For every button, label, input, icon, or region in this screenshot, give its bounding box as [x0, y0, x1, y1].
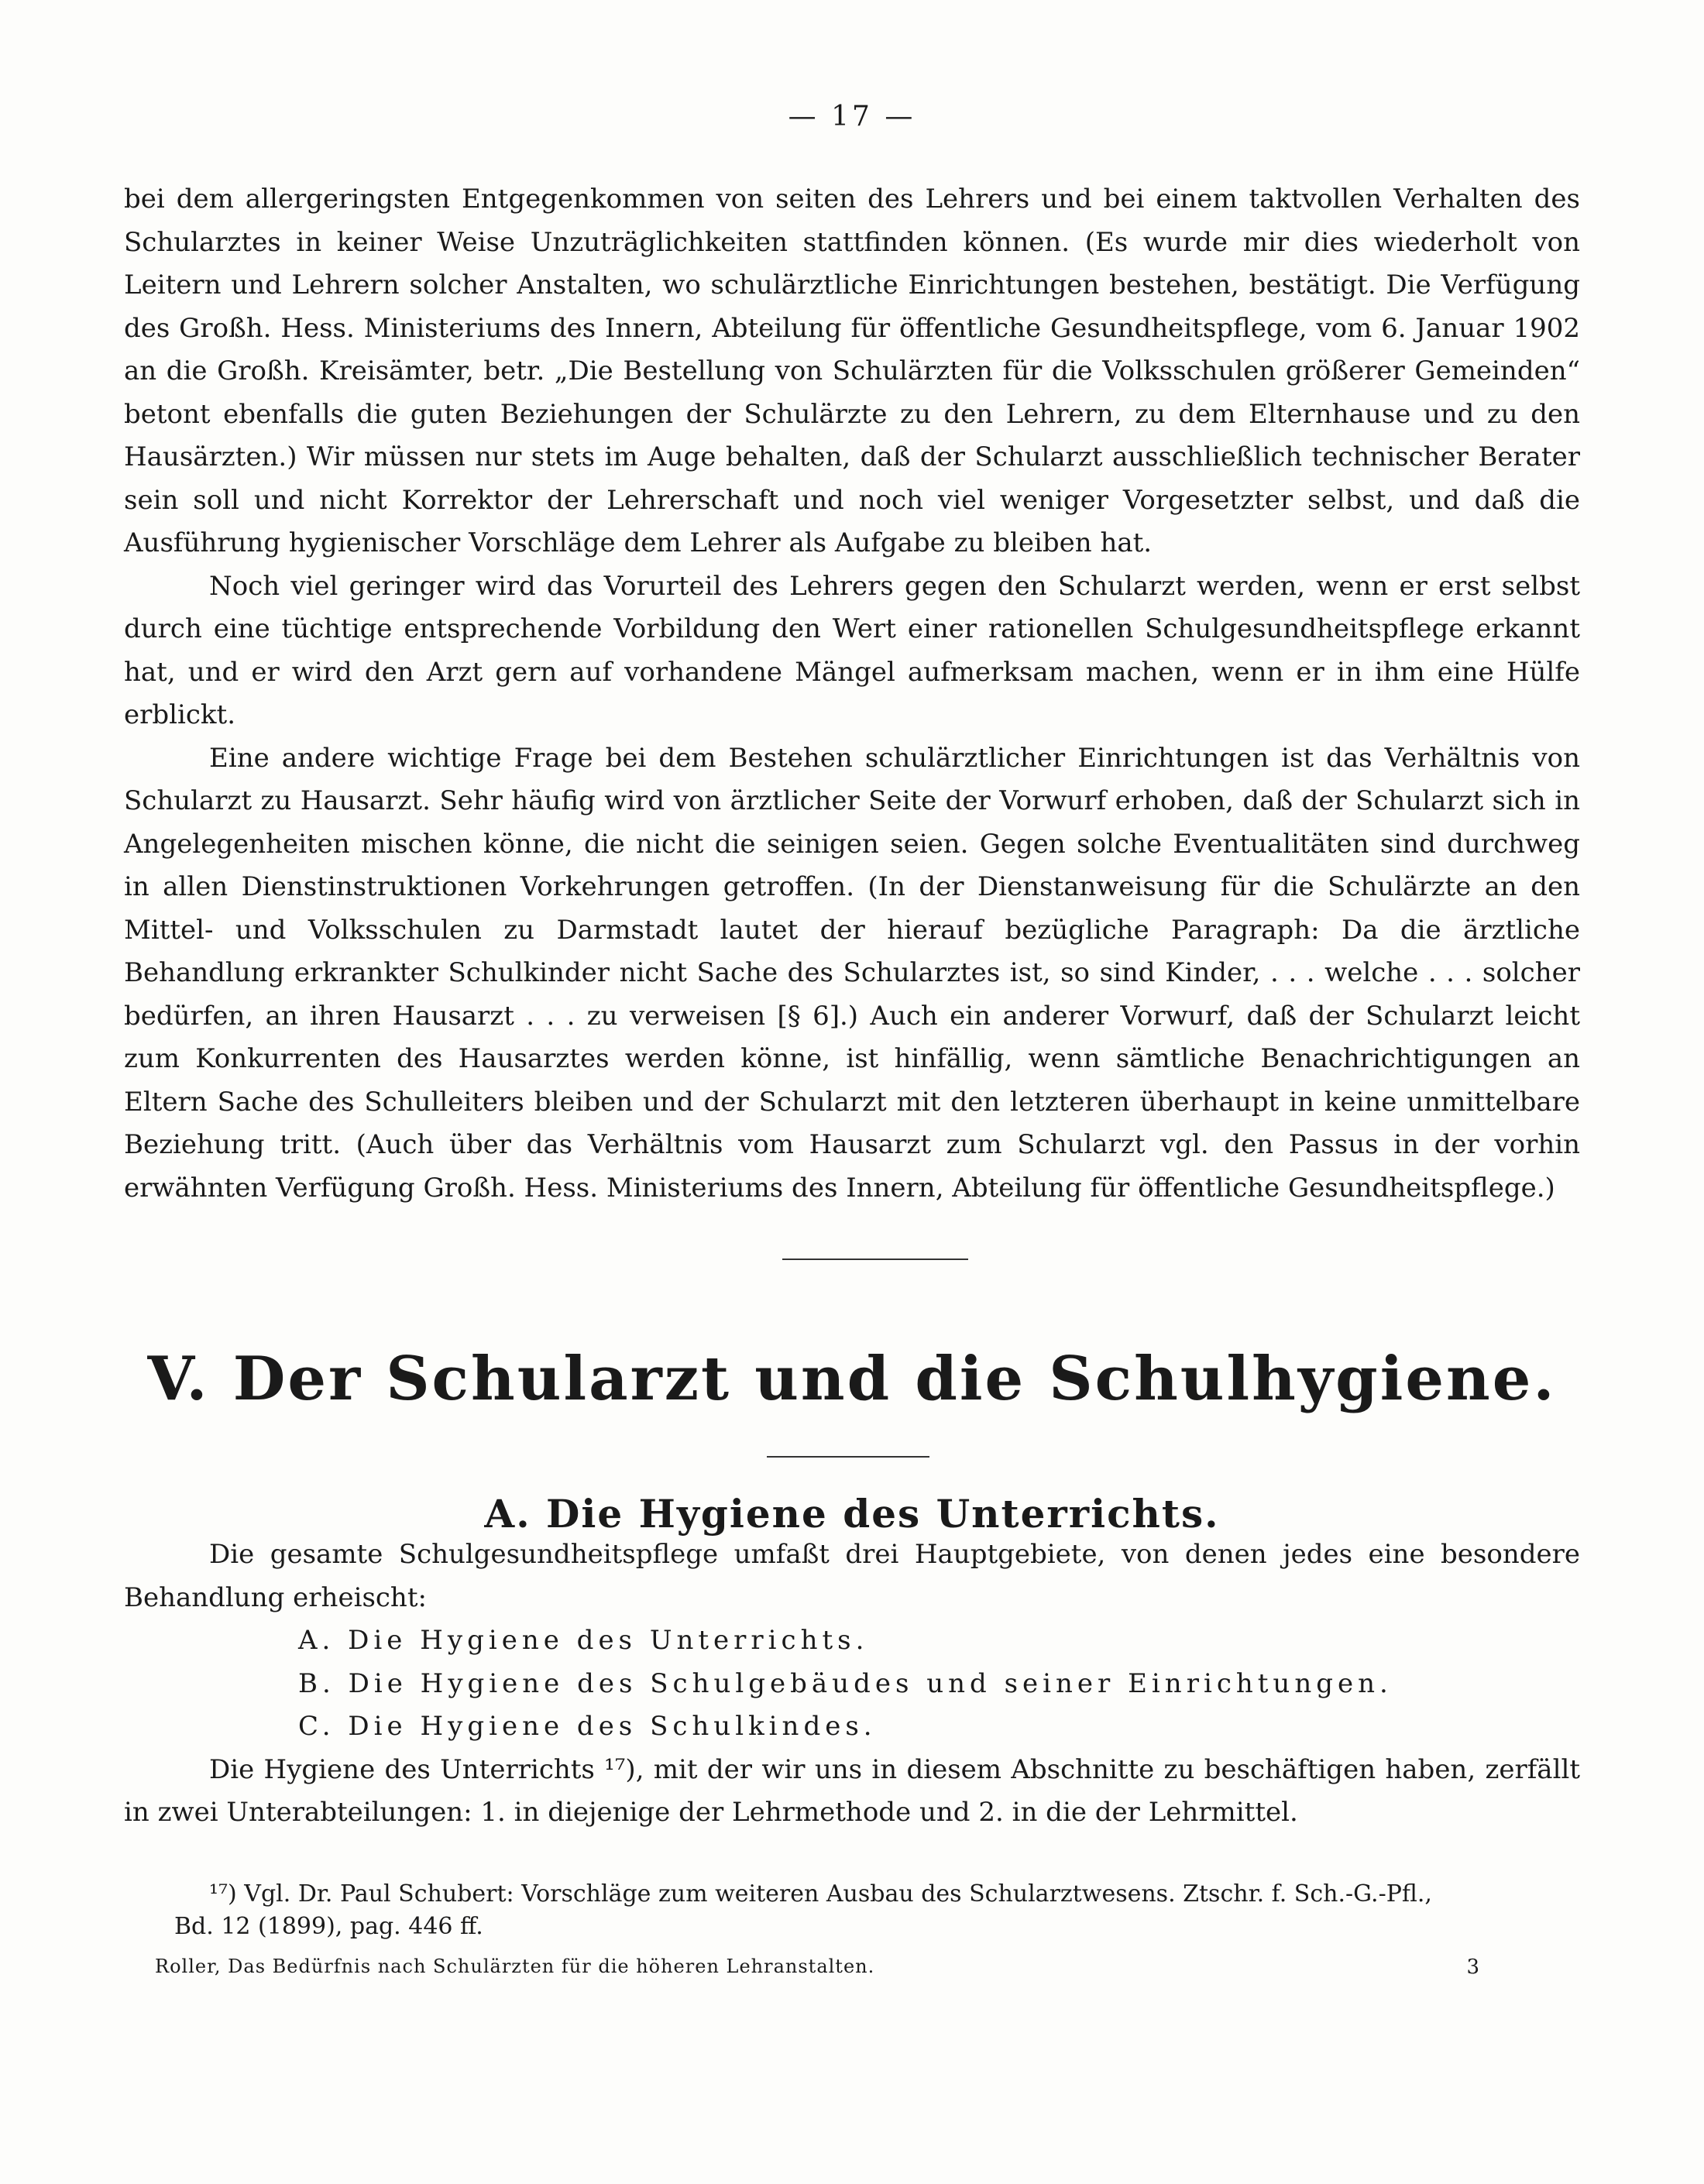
signature-line: Roller, Das Bedürfnis nach Schulärzten für die höheren Lehranstalten.: [155, 1956, 875, 1977]
paragraph-3: Eine andere wichtige Frage bei dem Bestehen schulärztlicher Einrichtungen ist das Verhältnis von Schularzt zu Hausarzt. Sehr häufig wird von ärztlicher Seite der Vorwurf erhoben, daß der Schularzt sich in Angelegenheiten mischen könne, die nicht die seinigen seien. Gegen solche Eventualitäten sind durchweg in allen Dienstinstruktionen Vorkehrungen getroffen. (In der Dienstanweisung für die Schulärzte an den Mittel- und Volksschulen zu Darmstadt lautet der hierauf bezügliche Paragraph: Da die ärztliche Behandlung erkrankter Schulkinder nicht Sache des Schularztes ist, so sind Kinder, . . . welche . . . solcher bedürfen, an ihren Hausarzt . . . zu verweisen [§ 6].) Auch ein anderer Vorwurf, daß der Schularzt leicht zum Konkurrenten des Hausarztes werden könne, ist hinfällig, wenn sämtliche Benachrichtigungen an Eltern Sache des Schulleiters bleiben und der Schularzt mit den letzteren überhaupt in keine unmittelbare Beziehung tritt. (Auch über das Verhältnis vom Hausarzt zum Schularzt vgl. den Passus in der vorhin erwähnten Verfügung Großh. Hess. Ministeriums des Innern, Abteilung für öffentliche Gesundheitspflege.): [124, 742, 1580, 1204]
closing-paragraph: Die Hygiene des Unterrichts ¹⁷), mit der wir uns in diesem Abschnitte zu beschäftigen haben, zerfällt in zwei Unterabteilungen: 1. in diejenige der Lehrmethode und 2. in die der Lehrmittel.: [124, 1753, 1580, 1828]
section-divider: [782, 1259, 968, 1260]
body-text-lower: [124, 1533, 1580, 1835]
paragraph-2: Noch viel geringer wird das Vorurteil des Lehrers gegen den Schularzt werden, wenn er erst selbst durch eine tüchtige entsprechende Vorbildung den Wert einer rationellen Schulgesundheitspflege erkannt hat, und er wird den Arzt gern auf vorhandene Mängel aufmerksam machen, wenn er in ihm eine Hülfe erblickt.: [124, 570, 1580, 730]
footnote-line-1: ¹⁷) Vgl. Dr. Paul Schubert: Vorschläge zum weiteren Ausbau des Schularztwesens. Ztschr. f. Sch.-G.-Pfl.,: [209, 1880, 1432, 1908]
subsection-heading: A. Die Hygiene des Unterrichts.: [484, 1491, 1220, 1537]
body-text-upper: [124, 178, 1580, 1210]
heading-divider: [767, 1456, 929, 1458]
list-item: A. Die Hygiene des Unterrichts.: [298, 1625, 869, 1656]
section-heading: V. Der Schularzt und die Schulhygiene.: [147, 1344, 1557, 1414]
sheet-number: 3: [1466, 1956, 1479, 1979]
topic-list: [124, 1619, 1580, 1749]
intro-paragraph: Die gesamte Schulgesundheitspflege umfaßt drei Hauptgebiete, von denen jedes eine besondere Behandlung erheischt:: [124, 1539, 1580, 1613]
list-item: B. Die Hygiene des Schulgebäudes und seiner Einrichtungen.: [298, 1667, 1393, 1699]
list-item: C. Die Hygiene des Schulkindes.: [298, 1711, 877, 1742]
footnote-line-2: Bd. 12 (1899), pag. 446 ff.: [174, 1913, 483, 1940]
footnote: [124, 1878, 1580, 1943]
page-number: — 17 —: [788, 101, 916, 132]
paragraph-1: bei dem allergeringsten Entgegenkommen von seiten des Lehrers und bei einem taktvollen Verhalten des Schularztes in keiner Weise Unzuträglichkeiten stattfinden können. (Es wurde mir dies wiederholt von Leitern und Lehrern solcher Anstalten, wo schulärztliche Einrichtungen bestehen, bestätigt. Die Verfügung des Großh. Hess. Ministeriums des Innern, Abteilung für öffentliche Gesundheitspflege, vom 6. Januar 1902 an die Großh. Kreisämter, betr. „Die Bestellung von Schulärzten für die Volksschulen größerer Gemeinden“ betont ebenfalls die guten Beziehungen der Schulärzte zu den Lehrern, zu dem Elternhause und zu den Hausärzten.) Wir müssen nur stets im Auge behalten, daß der Schularzt ausschließlich technischer Berater sein soll und nicht Korrektor der Lehrerschaft und noch viel weniger Vorgesetzter selbst, und daß die Ausführung hygienischer Vorschläge dem Lehrer als Aufgabe zu bleiben hat.: [124, 184, 1580, 558]
